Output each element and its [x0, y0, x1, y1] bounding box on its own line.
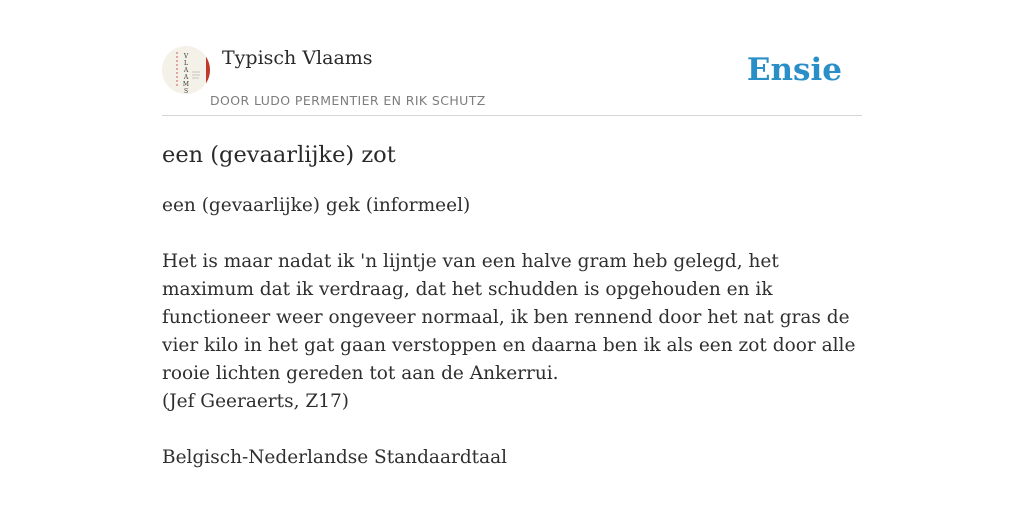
logo-letter: A: [183, 67, 189, 74]
logo-letter: A: [183, 74, 189, 81]
entry-header: [162, 46, 862, 116]
entry-body: [162, 192, 862, 472]
book-title-link[interactable]: Typisch Vlaams: [222, 47, 373, 69]
book-cover-logo-icon[interactable]: [162, 46, 210, 94]
entry-card: [162, 46, 862, 472]
entry-title: een (gevaarlijke) zot: [162, 142, 396, 168]
ensie-brand-logo[interactable]: Ensie: [746, 52, 842, 88]
logo-letter: M: [182, 81, 190, 88]
entry-definition: een (gevaarlijke) gek (informeel): [162, 195, 471, 216]
logo-letter: S: [183, 88, 189, 94]
logo-letter: V: [183, 53, 189, 60]
logo-letter: L: [184, 60, 188, 67]
entry-register: Belgisch-Nederlandse Standaardtaal: [162, 447, 508, 468]
entry-source: (Jef Geeraerts, Z17): [162, 391, 349, 412]
book-cover-graphic: [162, 46, 210, 94]
book-authors: DOOR LUDO PERMENTIER EN RIK SCHUTZ: [210, 93, 486, 108]
logo-accent-stripe: [206, 56, 210, 86]
entry-example: Het is maar nadat ik 'n lijntje van een halve gram heb gelegd, het maximum dat ik verdraag, dat het schudden is opgehouden en ik functioneer weer ongeveer normaal, ik ben rennend door het nat gras de vier kilo in het gat gaan verstoppen en daarna ben ik als een zot door alle rooie lichten gereden tot aan de Ankerrui.: [162, 251, 856, 384]
